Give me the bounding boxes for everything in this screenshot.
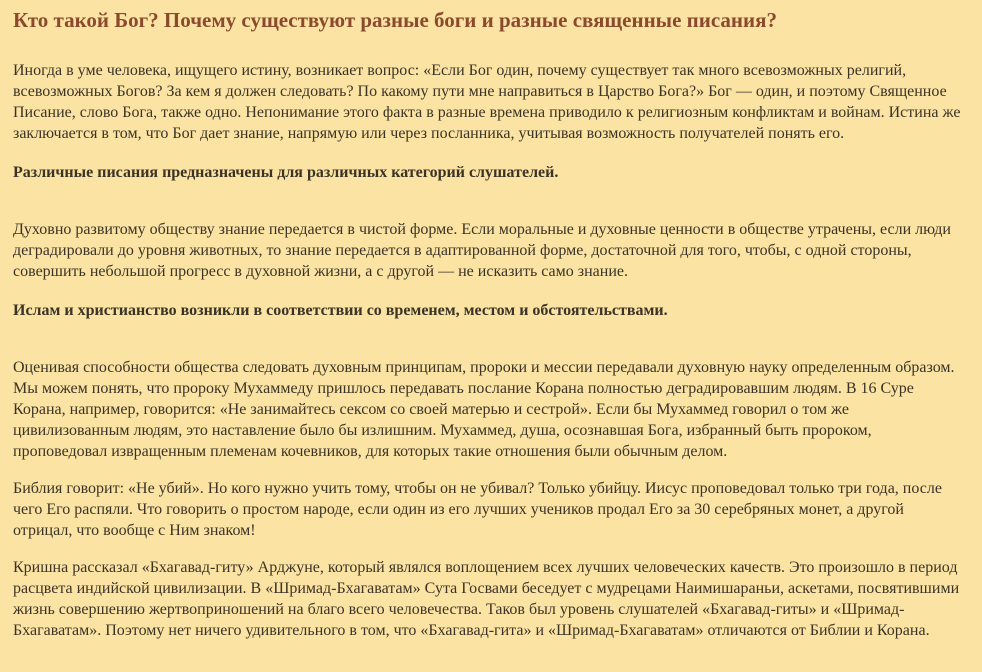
page-title: Кто такой Бог? Почему существуют разные боги и разные священные писания?	[13, 8, 777, 32]
paragraph-prophets: Оценивая способности общества следовать духовным принципам, пророки и мессии передавали духовную науку определенным образом. Мы можем понять, что пророку Мухаммеду пришлось передавать послание Корана полностью деградировавшим людям. В 16 Суре Корана, например, говорится: «Не занимайтесь сексом со своей матерью и сестрой». Если бы Мухаммед говорил о том же цивилизованным людям, это наставление было бы излишним. Мухаммед, душа, осознавшая Бога, избранный быть пророком, проповедовал извращенным племенам кочевников, для которых такие отношения были обычным делом.	[13, 359, 955, 460]
paragraph-krishna: Кришна рассказал «Бхагавад-гиту» Арджуне, который являлся воплощением всех лучших человеческих качеств. Это произошло в период расцвета индийской цивилизации. В «Шримад-Бхагаватам» Сута Госвами беседует с мудрецами Наимишараньи, аскетами, посвятившими жизнь совершению жертвоприношений на благо всего человечества. Таков был уровень слушателей «Бхагавад-гиты» и «Шримад-Бхагаватам». Поэтому нет ничего удивительного в том, что «Бхагавад-гита» и «Шримад-Бхагаватам» отличаются от Библии и Корана.	[13, 559, 960, 639]
paragraph-intro: Иногда в уме человека, ищущего истину, возникает вопрос: «Если Бог один, почему существует так много всевозможных религий, всевозможных Богов? За кем я должен следовать? По какому пути мне направиться в Царство Бога?» Бог — один, и поэтому Священное Писание, слово Бога, также одно. Непонимание этого факта в разные времена приводило к религиозным конфликтам и войнам. Истина же заключается в том, что Бог дает знание, напрямую или через посланника, учитывая возможность получателей понять его.	[13, 62, 961, 142]
paragraph-spiritual-society: Духовно развитому обществу знание передается в чистой форме. Если моральные и духовные ценности в обществе утрачены, если люди деградировали до уровня животных, то знание передается в адаптированной форме, достаточной для того, чтобы, с одной стороны, совершить небольшой прогресс в духовной жизни, а с другой — не исказить само знание.	[13, 221, 951, 280]
subheading-islam-christianity: Ислам и христианство возникли в соответствии со временем, местом и обстоятельствами.	[13, 302, 668, 319]
paragraph-bible: Библия говорит: «Не убий». Но кого нужно учить тому, чтобы он не убивал? Только убийцу. Иисус проповедовал только три года, после чего Его распяли. Что говорить о простом народе, если один из его лучших учеников продал Его за 30 серебряных монет, а другой отрицал, что вообще с Ним знаком!	[13, 480, 942, 539]
subheading-different-scriptures: Различные писания предназначены для различных категорий слушателей.	[13, 164, 559, 181]
article	[0, 7, 982, 641]
